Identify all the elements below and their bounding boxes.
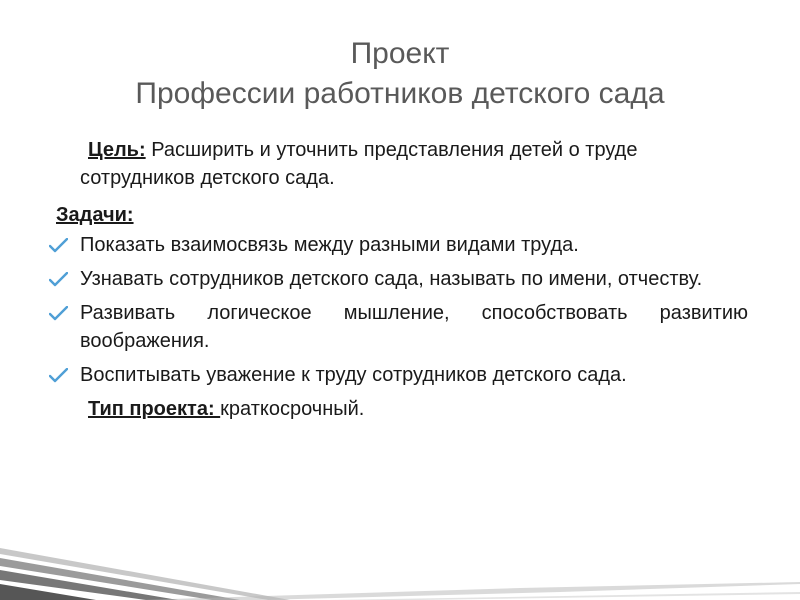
check-icon (49, 238, 68, 253)
task-text: Узнавать сотрудников детского сада, называть по имени, отчеству. (80, 268, 703, 290)
task-text: Показать взаимосвязь между разными видами труда. (80, 234, 579, 256)
corner-stripes-decoration (0, 500, 800, 600)
title-line-project: Проект (350, 37, 450, 70)
check-icon (49, 306, 68, 321)
goal-text: Расширить и уточнить представления детей о труде сотрудников детского сада. (80, 139, 638, 189)
slide-content (48, 136, 748, 423)
task-item (48, 361, 748, 389)
goal-paragraph (48, 136, 748, 192)
task-item (48, 265, 748, 293)
tasks-heading: Задачи: (56, 204, 134, 226)
check-icon (49, 368, 68, 383)
check-icon (49, 272, 68, 287)
goal-label: Цель: (88, 139, 146, 161)
project-type-label: Тип проекта: (88, 398, 221, 420)
slide-title (0, 34, 800, 114)
task-list (48, 231, 748, 389)
project-type-paragraph (48, 395, 748, 423)
task-item (48, 299, 748, 355)
title-line-topic: Профессии работников детского сада (135, 77, 665, 110)
task-text: Развивать логическое мышление, способствовать развитию воображения. (80, 302, 748, 352)
project-type-value: краткосрочный. (220, 398, 365, 420)
task-item (48, 231, 748, 259)
task-text: Воспитывать уважение к труду сотрудников детского сада. (80, 364, 627, 386)
